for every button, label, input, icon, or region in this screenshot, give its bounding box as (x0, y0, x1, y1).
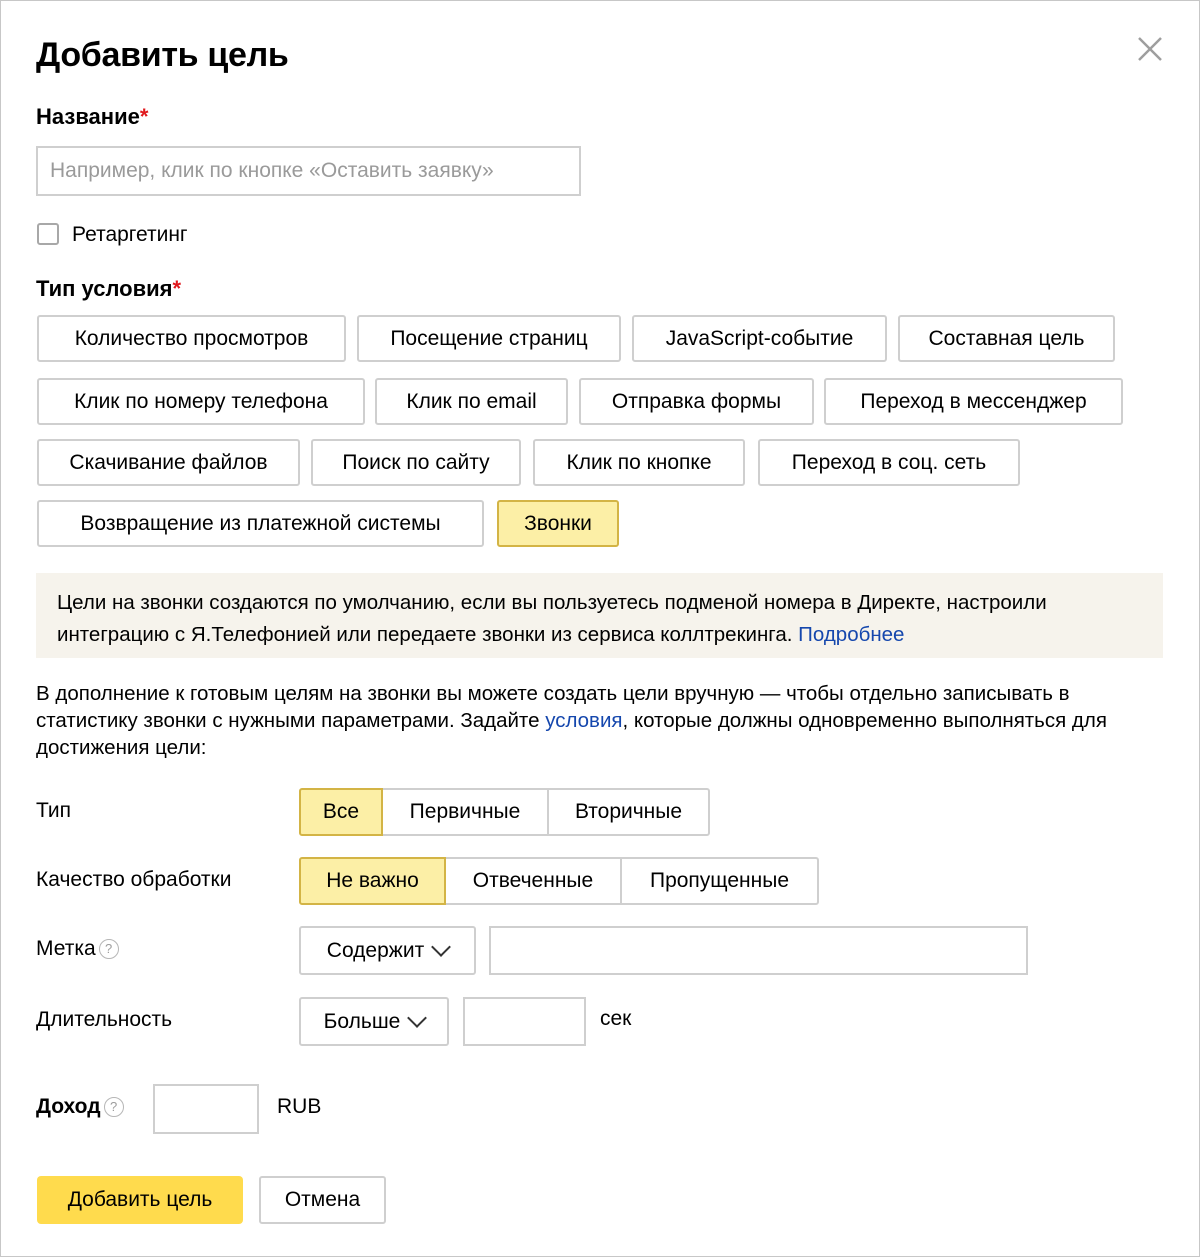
required-mark: * (172, 276, 182, 301)
condition-type-button[interactable]: Скачивание файлов (37, 439, 300, 486)
condition-type-button[interactable]: Переход в соц. сеть (758, 439, 1020, 486)
dialog-title: Добавить цель (36, 36, 289, 74)
tag-label (36, 937, 119, 961)
name-input[interactable] (36, 146, 581, 196)
info-notice (36, 573, 1163, 658)
type-option-all[interactable]: Все (299, 788, 383, 836)
conditions-description (36, 680, 1176, 761)
condition-type-label (36, 276, 181, 302)
condition-type-button[interactable]: Отправка формы (579, 378, 814, 425)
condition-type-button[interactable]: Возвращение из платежной системы (37, 500, 484, 547)
required-mark: * (139, 104, 149, 129)
income-label-text: Доход (36, 1095, 101, 1118)
tag-operator-select[interactable] (299, 926, 476, 975)
chevron-down-icon (407, 1008, 427, 1028)
duration-unit: сек (600, 1007, 632, 1030)
condition-type-button[interactable]: Клик по номеру телефона (37, 378, 365, 425)
condition-type-button[interactable]: Составная цель (898, 315, 1115, 362)
quality-option-any[interactable]: Не важно (299, 857, 446, 905)
income-currency: RUB (277, 1095, 322, 1118)
tag-operator-value: Содержит (326, 938, 425, 962)
income-input[interactable] (153, 1084, 259, 1134)
help-icon[interactable]: ? (104, 1097, 124, 1117)
quality-label: Качество обработки (36, 868, 232, 891)
type-label: Тип (36, 799, 72, 822)
condition-type-button[interactable]: Клик по email (375, 378, 568, 425)
condition-type-label-text: Тип условия (36, 276, 173, 301)
duration-operator-select[interactable] (299, 997, 449, 1046)
condition-type-button[interactable]: JavaScript-событие (632, 315, 887, 362)
condition-type-button[interactable]: Клик по кнопке (533, 439, 745, 486)
name-label (36, 104, 148, 130)
type-segmented-control (299, 788, 710, 836)
condition-type-button-selected[interactable]: Звонки (497, 500, 619, 547)
name-label-text: Название (36, 104, 140, 129)
income-label (36, 1095, 124, 1119)
help-icon[interactable]: ? (99, 939, 119, 959)
info-text: Цели на звонки создаются по умолчанию, если вы пользуетесь подменой номера в Директе, настроили интеграцию с Я.Телефонией или передаете звонки из сервиса коллтрекинга. (57, 591, 1047, 646)
description-text-end: , которые должны одновременно выполняться для достижения цели: (36, 709, 1107, 759)
type-option-primary[interactable]: Первичные (381, 788, 549, 836)
condition-type-button[interactable]: Поиск по сайту (311, 439, 521, 486)
add-goal-button[interactable]: Добавить цель (37, 1176, 243, 1224)
conditions-link[interactable]: условия (545, 709, 623, 732)
duration-value-input[interactable] (463, 997, 586, 1046)
type-option-secondary[interactable]: Вторичные (547, 788, 710, 836)
duration-label: Длительность (36, 1008, 173, 1031)
close-icon[interactable] (1134, 33, 1166, 65)
tag-label-text: Метка (36, 937, 96, 960)
tag-value-input[interactable] (489, 926, 1028, 975)
chevron-down-icon (431, 937, 451, 957)
cancel-button[interactable]: Отмена (259, 1176, 386, 1224)
duration-operator-value: Больше (323, 1009, 401, 1033)
more-link[interactable]: Подробнее (798, 623, 905, 646)
condition-type-button[interactable]: Переход в мессенджер (824, 378, 1123, 425)
description-text: В дополнение к готовым целям на звонки вы можете создать цели вручную — чтобы отдельно записывать в статистику звонки с нужными параметрами. Задайте (36, 682, 1070, 732)
condition-type-button[interactable]: Количество просмотров (37, 315, 346, 362)
retargeting-label: Ретаргетинг (72, 223, 188, 246)
quality-option-answered[interactable]: Отвеченные (444, 857, 622, 905)
quality-option-missed[interactable]: Пропущенные (620, 857, 819, 905)
retargeting-checkbox[interactable] (37, 223, 59, 245)
condition-type-button[interactable]: Посещение страниц (357, 315, 621, 362)
quality-segmented-control (299, 857, 819, 905)
